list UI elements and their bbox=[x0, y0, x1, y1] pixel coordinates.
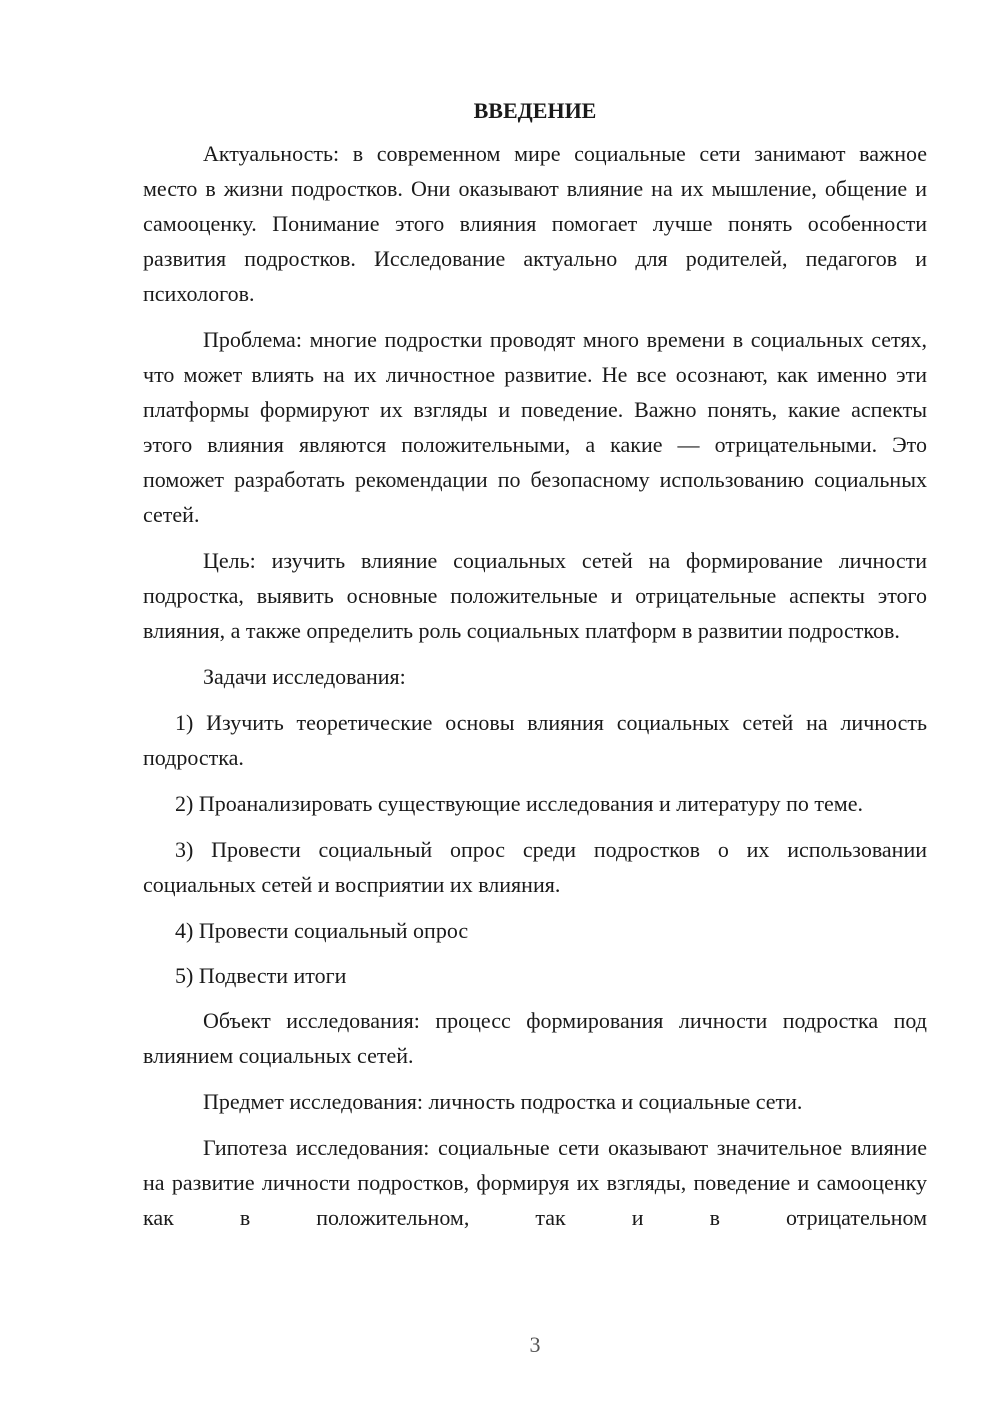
document-page bbox=[143, 96, 927, 1235]
task-item: 5) Подвести итоги bbox=[175, 963, 347, 988]
tasks-heading: Задачи исследования: bbox=[203, 664, 406, 689]
task-item: 2) Проанализировать существующие исследования и литературу по теме. bbox=[175, 791, 863, 816]
section-title: ВВЕДЕНИЕ bbox=[473, 98, 597, 123]
task-item: 1) Изучить теоретические основы влияния социальных сетей на личность подростка. bbox=[143, 710, 927, 770]
task-item: 3) Провести социальный опрос среди подростков о их использовании социальных сетей и восприятии их влияния. bbox=[143, 837, 927, 897]
object-paragraph: Объект исследования: процесс формирования личности подростка под влиянием социальных сетей. bbox=[143, 1008, 927, 1068]
relevance-paragraph: Актуальность: в современном мире социальные сети занимают важное место в жизни подростков. Они оказывают влияние на их мышление, общение и самооценку. Понимание этого влияния помогает лучше понять особенности развития подростков. Исследование актуально для родителей, педагогов и психологов. bbox=[143, 141, 927, 306]
goal-paragraph: Цель: изучить влияние социальных сетей на формирование личности подростка, выявить основные положительные и отрицательные аспекты этого влияния, а также определить роль социальных платформ в развитии подростков. bbox=[143, 548, 927, 643]
hypothesis-paragraph: Гипотеза исследования: социальные сети оказывают значительное влияние на развитие личности подростков, формируя их взгляды, поведение и самооценку как в положительном, так и в отрицательном bbox=[143, 1135, 927, 1230]
task-item: 4) Провести социальный опрос bbox=[175, 918, 469, 943]
problem-paragraph: Проблема: многие подростки проводят много времени в социальных сетях, что может влиять на их личностное развитие. Не все осознают, как именно эти платформы формируют их взгляды и поведение. Важно понять, какие аспекты этого влияния являются положительными, а какие — отрицательными. Это поможет разработать рекомендации по безопасному использованию социальных сетей. bbox=[143, 327, 927, 527]
subject-paragraph: Предмет исследования: личность подростка и социальные сети. bbox=[203, 1089, 803, 1114]
page-number: 3 bbox=[529, 1332, 541, 1357]
